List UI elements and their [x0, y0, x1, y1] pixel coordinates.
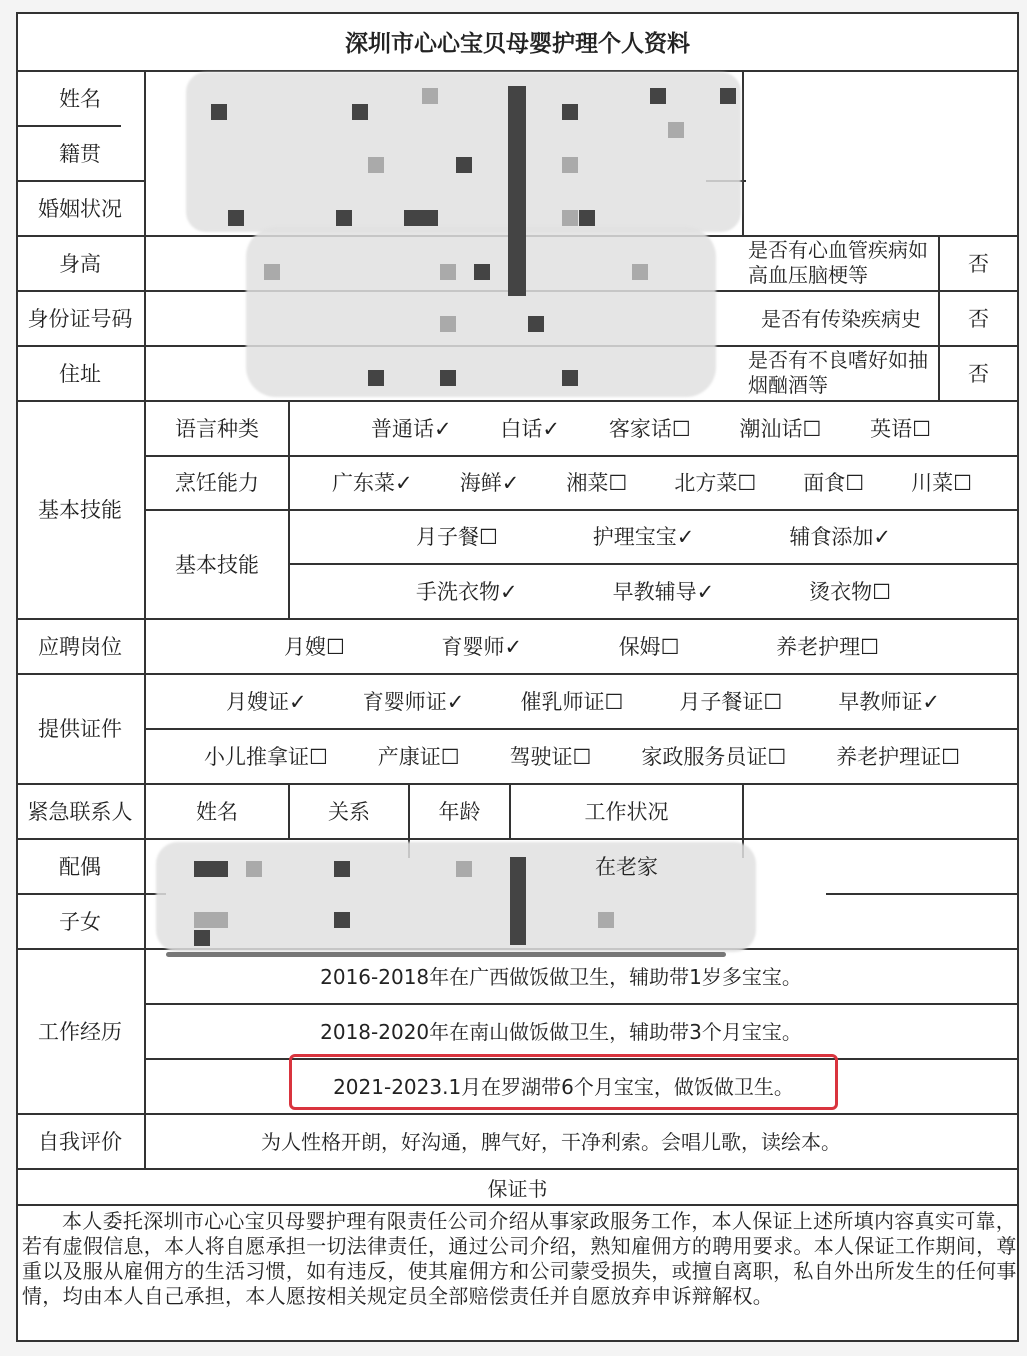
position-option: 月嫂☐ [284, 634, 345, 659]
label-skills-sub: 基本技能 [175, 552, 259, 577]
label-certificates: 提供证件 [38, 717, 122, 741]
page-title: 深圳市心心宝贝母婴护理个人资料 [345, 30, 690, 57]
contact-header-name: 姓名 [196, 799, 238, 824]
label-address: 住址 [59, 361, 101, 386]
label-self-evaluation: 自我评价 [38, 1129, 122, 1154]
label-position: 应聘岗位 [38, 634, 122, 659]
certificate-option: 小儿推拿证☐ [204, 744, 328, 769]
position-option: 保姆☐ [618, 634, 680, 659]
work-history-item: 2018-2020年在南山做饭做卫生，辅助带3个月宝宝。 [320, 1020, 802, 1044]
highlight-box [289, 1054, 838, 1110]
certificate-option: 养老护理证☐ [836, 744, 960, 769]
health-q1: 是否有心血管疾病如高血压脑梗等 [748, 237, 928, 287]
label-children: 子女 [59, 909, 101, 934]
work-history-item: 2021-2023.1月在罗湖带6个月宝宝，做饭做卫生。 [333, 1075, 794, 1099]
skill-option: 手洗衣物✓ [416, 579, 518, 604]
certificate-option: 早教师证✓ [838, 689, 940, 714]
certificate-options-row2 [204, 728, 960, 783]
language-option: 客家话☐ [608, 416, 691, 441]
label-cooking: 烹饪能力 [175, 471, 259, 495]
label-id-number: 身份证号码 [27, 306, 133, 331]
cooking-option: 广东菜✓ [332, 471, 413, 495]
contact-header-relation: 关系 [328, 799, 370, 824]
cooking-option: 北方菜☐ [674, 471, 757, 495]
certificate-options-row1 [226, 673, 940, 728]
certificate-option: 育婴师证✓ [362, 689, 465, 714]
language-option: 英语☐ [870, 416, 931, 441]
certificate-option: 驾驶证☐ [509, 744, 592, 769]
certificate-option: 催乳师证☐ [520, 689, 624, 714]
position-option: 养老护理☐ [776, 634, 879, 659]
label-name: 姓名 [59, 86, 101, 111]
label-spouse: 配偶 [59, 854, 101, 879]
cooking-option: 湘菜☐ [566, 471, 628, 495]
skill-option: 护理宝宝✓ [592, 525, 695, 549]
cooking-option: 川菜☐ [911, 471, 972, 495]
skills-options-row2 [416, 563, 891, 618]
skills-options-row1 [416, 509, 891, 563]
label-emergency-contact: 紧急联系人 [27, 799, 133, 824]
label-basic-skills: 基本技能 [38, 498, 122, 522]
cooking-option: 面食☐ [803, 471, 865, 495]
label-native-place: 籍贯 [59, 141, 101, 166]
language-options [371, 400, 931, 455]
language-option: 白话✓ [500, 416, 561, 441]
spouse-work-status: 在老家 [595, 854, 658, 879]
position-option: 育婴师✓ [441, 634, 523, 659]
label-work-history: 工作经历 [38, 1019, 122, 1044]
work-history-item: 2016-2018年在广西做饭做卫生，辅助带1岁多宝宝。 [320, 965, 802, 989]
self-evaluation-text: 为人性格开朗，好沟通，脾气好，干净利索。会唱儿歌，读绘本。 [261, 1130, 841, 1154]
guarantee-title: 保证书 [487, 1176, 548, 1201]
certificate-option: 月子餐证☐ [679, 689, 783, 714]
label-height: 身高 [59, 251, 101, 276]
health-q2: 是否有传染疾病史 [761, 307, 921, 331]
profile-form [16, 12, 1019, 1342]
skill-option: 烫衣物☐ [809, 579, 891, 604]
language-option: 潮汕话☐ [739, 416, 822, 441]
contact-header-work: 工作状况 [584, 799, 669, 824]
skill-option: 早教辅导✓ [612, 579, 715, 604]
position-options [284, 618, 879, 673]
skill-option: 月子餐☐ [416, 525, 498, 549]
language-option: 普通话✓ [371, 416, 452, 441]
health-a2: 否 [968, 306, 989, 331]
contact-header-age: 年龄 [438, 799, 481, 824]
certificate-option: 产康证☐ [377, 744, 460, 769]
cooking-options [332, 455, 972, 509]
health-a3: 否 [968, 361, 989, 386]
label-language: 语言种类 [175, 416, 259, 441]
label-marital-status: 婚姻状况 [38, 196, 122, 221]
skill-option: 辅食添加✓ [789, 525, 891, 549]
health-a1: 否 [968, 251, 989, 276]
guarantee-text: 本人委托深圳市心心宝贝母婴护理有限责任公司介绍从事家政服务工作，本人保证上述所填内容真实可靠，若有虚假信息，本人将自愿承担一切法律责任，通过公司介绍，熟知雇佣方的聘用要求。本人保证工作期间，尊重以及服从雇佣方的生活习惯，如有违反，使其雇佣方和公司蒙受损失，或擅自离职，私自外出所发生的任何事情，均由本人自己承担，本人愿按相关规定员全部赔偿责任并自愿放弃申诉辩解权。 [22, 1209, 1017, 1308]
certificate-option: 家政服务员证☐ [641, 744, 787, 769]
certificate-option: 月嫂证✓ [226, 689, 307, 714]
health-q3: 是否有不良嗜好如抽烟酗酒等 [748, 347, 928, 397]
cooking-option: 海鲜✓ [459, 471, 520, 495]
